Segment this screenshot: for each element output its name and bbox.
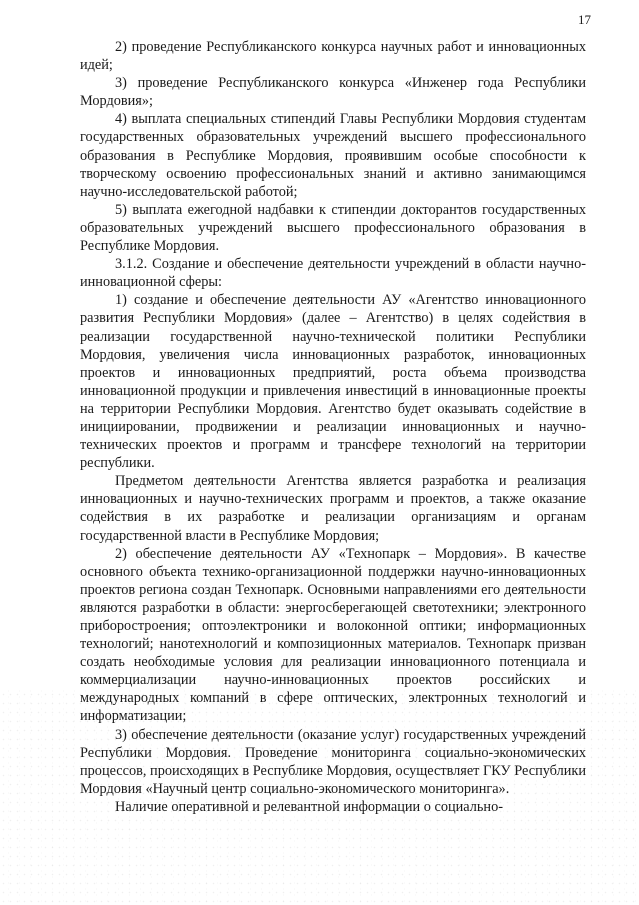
paragraph-item-4: 4) выплата специальных стипендий Главы Республики Мордовия студентам государственных образовательных учреждений высшего профессионального образования в Республике Мордовия, проявившим особые способности к творческому освоению профессиональных знаний и активно занимающимся научно-исследовательской работой; — [80, 111, 586, 200]
paragraph-agency: 1) создание и обеспечение деятельности АУ «Агентство инновационного развития Республики Мордовия» (далее – Агентство) в целях содействия в реализации государственной научно-технической политики Республики Мордовия, увеличения числа инновационных разработок, инновационных проектов и инновационных предприятий, роста объема производства инновационной продукции и привлечения инвестиций в инновационные проекты на территории Республики Мордовия. Агентство будет оказывать содействие в инициировании, продвижении и реализации инновационных и научно-технических проектов и программ и трансфере технологий на территории республики. — [80, 292, 586, 472]
paragraph-agency-subject: Предметом деятельности Агентства является разработка и реализация инновационных и научно-технических программ и проектов, а также оказание содействия в их разработке и реализации организациям и органам государственной власти в Республике Мордовия; — [80, 473, 586, 544]
page-number: 17 — [578, 12, 591, 27]
paragraph-information: Наличие оперативной и релевантной информации о социально- — [115, 798, 503, 815]
paragraph-technopark: 2) обеспечение деятельности АУ «Технопарк – Мордовия». В качестве основного объекта технико-организационной поддержки научно-инновационных проектов региона создан Технопарк. Основными направлениями его деятельности являются разработки в области: энергосберегающей светотехники; электронного приборостроения; оптоэлектроники и волоконной оптики; информационных технологий; нанотехнологий и композиционных материалов. Технопарк призван создать необходимые условия для реализации инновационного потенциала и коммерциализации научно-инновационных проектов российских и международных компаний в сфере оптических, электронных технологий и информатизации; — [80, 545, 586, 725]
paragraph-item-5: 5) выплата ежегодной надбавки к стипендии докторантов государственных образовательных учреждений высшего профессионального образования в Республике Мордовия. — [80, 201, 586, 255]
paragraph-item-3: 3) проведение Республиканского конкурса «Инженер года Республики Мордовия»; — [80, 75, 586, 110]
paragraph-item-2: 2) проведение Республиканского конкурса научных работ и инновационных идей; — [80, 39, 586, 74]
paragraph-state-institutions: 3) обеспечение деятельности (оказание услуг) государственных учреждений Республики Мордовия. Проведение мониторинга социально-экономических процессов, происходящих в Республике Мордовия, осуществляет ГКУ Республики Мордовия «Научный центр социально-экономического мониторинга». — [80, 726, 586, 797]
section-heading-3-1-2: 3.1.2. Создание и обеспечение деятельности учреждений в области научно-инновационной сферы: — [80, 256, 586, 291]
document-body — [80, 38, 586, 816]
